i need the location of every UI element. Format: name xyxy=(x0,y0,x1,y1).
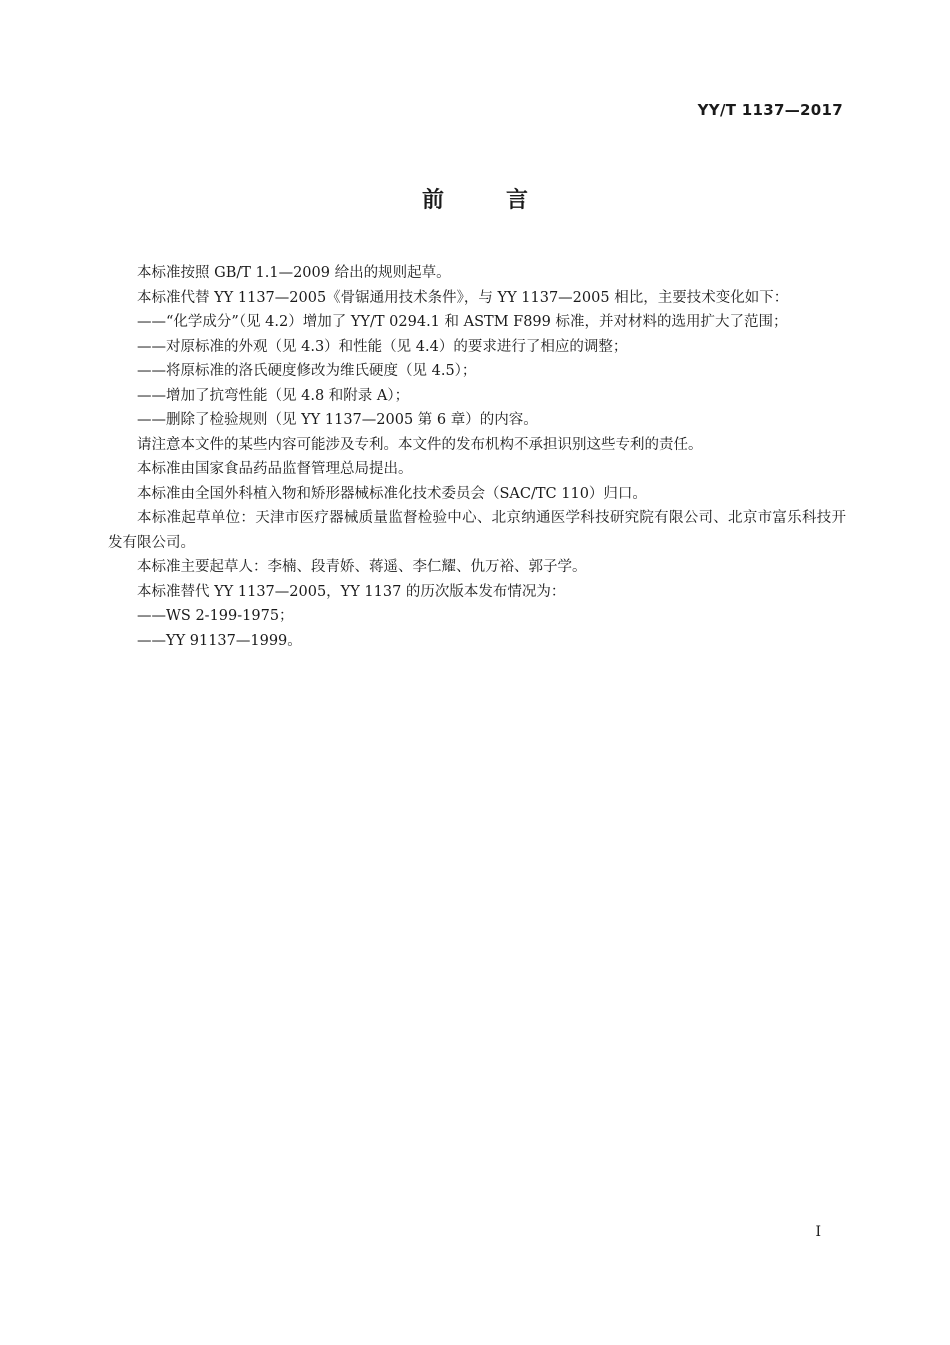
change-item-inspection-rules: ——删除了检验规则（见 YY 1137—2005 第 6 章）的内容。 xyxy=(137,412,538,428)
paragraph-version-history: 本标准替代 YY 1137—2005，YY 1137 的历次版本发布情况为： xyxy=(137,583,566,600)
change-item-bending: ——增加了抗弯性能（见 4.8 和附录 A）； xyxy=(137,387,410,404)
paragraph-drafting-rules: 本标准按照 GB/T 1.1—2009 给出的规则起草。 xyxy=(137,265,451,281)
change-item-hardness: ——将原标准的洛氏硬度修改为维氏硬度（见 4.5）； xyxy=(137,363,477,379)
document-body xyxy=(108,261,846,653)
standard-code: YY/T 1137—2017 xyxy=(697,101,843,119)
paragraph-replacement: 本标准代替 YY 1137—2005《骨锯通用技术条件》，与 YY 1137—2005 相比，主要技术变化如下： xyxy=(137,289,789,306)
paragraph-drafting-units: 本标准起草单位：天津市医疗器械质量监督检验中心、北京纳通医学科技研究院有限公司、北京市富乐科技开发有限公司。 xyxy=(108,510,846,551)
paragraph-patent-notice: 请注意本文件的某些内容可能涉及专利。本文件的发布机构不承担识别这些专利的责任。 xyxy=(137,436,703,453)
paragraph-proposer: 本标准由国家食品药品监督管理总局提出。 xyxy=(137,461,413,477)
change-item-appearance-performance: ——对原标准的外观（见 4.3）和性能（见 4.4）的要求进行了相应的调整； xyxy=(137,338,628,355)
paragraph-committee: 本标准由全国外科植入物和矫形器械标准化技术委员会（SAC/TC 110）归口。 xyxy=(137,485,647,502)
paragraph-drafters: 本标准主要起草人：李楠、段青娇、蒋遥、李仁耀、仇万裕、郭子学。 xyxy=(137,559,587,575)
history-item-ws: ——WS 2-199-1975； xyxy=(137,608,294,624)
page-title: 前言 xyxy=(421,188,590,213)
change-item-chemical-composition: ——“化学成分”（见 4.2）增加了 YY/T 0294.1 和 ASTM F899 标准，并对材料的选用扩大了范围； xyxy=(137,314,788,330)
history-item-yy: ——YY 91137—1999。 xyxy=(137,632,302,649)
page-number: I xyxy=(815,1224,821,1240)
